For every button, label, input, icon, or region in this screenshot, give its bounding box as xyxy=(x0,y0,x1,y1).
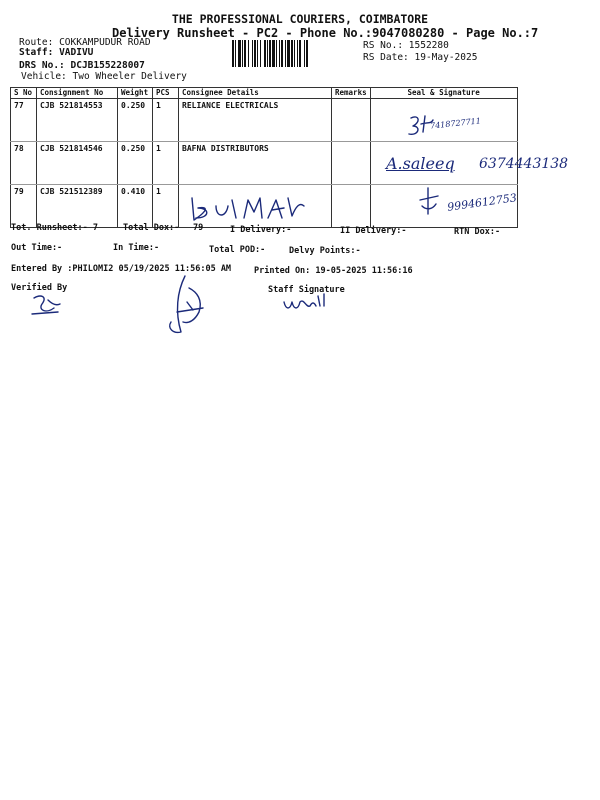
row1-handwritten-number: 7418727711 xyxy=(429,116,482,131)
rs-no-value: 1552280 xyxy=(408,40,449,51)
staff-line xyxy=(19,47,93,58)
cell-consignment: CJB 521512389 xyxy=(37,185,118,228)
cell-weight: 0.410 xyxy=(118,185,153,228)
cell-weight: 0.250 xyxy=(118,142,153,185)
total-dox-label: Total Dox:- xyxy=(123,223,180,233)
entered-by: Entered By :PHILOMI2 05/19/2025 11:56:05 AM xyxy=(11,264,232,274)
staff-signature-label: Staff Signature xyxy=(268,285,345,295)
cell-consignment: CJB 521814553 xyxy=(37,99,118,142)
total-dox-value: 79 xyxy=(193,223,204,233)
row2-handwritten-name: A.saleeq xyxy=(386,154,455,173)
vehicle-label: Vehicle: xyxy=(21,71,67,82)
cell-remarks xyxy=(332,99,371,142)
rs-date-value: 19-May-2025 xyxy=(414,52,478,63)
drs-label: DRS No.: xyxy=(19,60,65,71)
row3-consignee-signature xyxy=(188,192,308,224)
staff-label: Staff: xyxy=(19,47,54,58)
cell-weight: 0.250 xyxy=(118,99,153,142)
row3-handwritten-phone: 9994612753 xyxy=(446,191,518,214)
col-pcs: PCS xyxy=(153,88,179,99)
cell-remarks xyxy=(332,185,371,228)
delvy-points: Delvy Points:- xyxy=(289,246,361,256)
runsheet-title: Delivery Runsheet - PC2 - Phone No.:9047080280 - Page No.:7 xyxy=(112,26,539,40)
cell-pcs: 1 xyxy=(153,142,179,185)
tot-runsheet: Tot. Runsheet:- 7 xyxy=(11,223,98,233)
cell-pcs: 1 xyxy=(153,99,179,142)
col-consignment: Consignment No xyxy=(37,88,118,99)
vehicle-value: Two Wheeler Delivery xyxy=(72,71,187,82)
rs-date-label: RS Date: xyxy=(363,52,409,63)
total-pod: Total POD:- xyxy=(209,245,266,255)
col-seal-signature: Seal & Signature xyxy=(370,88,517,99)
rs-no-label: RS No.: xyxy=(363,40,404,51)
row3-signature-mark xyxy=(416,186,442,216)
cell-consignment: CJB 521814546 xyxy=(37,142,118,185)
rs-no-line xyxy=(363,40,449,51)
col-remarks: Remarks xyxy=(332,88,371,99)
cell-sno: 79 xyxy=(11,185,37,228)
cell-pcs: 1 xyxy=(153,185,179,228)
cell-sno: 78 xyxy=(11,142,37,185)
table-header-row xyxy=(11,88,518,99)
out-time: Out Time:- xyxy=(11,243,63,253)
i-delivery: I Delivery:- xyxy=(230,225,292,235)
col-weight: Weight xyxy=(118,88,153,99)
verifier-large-signature xyxy=(163,272,213,342)
cell-sno: 77 xyxy=(11,99,37,142)
barcode xyxy=(231,40,355,67)
ii-delivery: II Delivery:- xyxy=(340,226,407,236)
route-value: COKKAMPUDUR ROAD xyxy=(59,37,151,48)
route-label: Route: xyxy=(19,37,54,48)
printed-on: Printed On: 19-05-2025 11:56:16 xyxy=(254,266,413,276)
company-name: THE PROFESSIONAL COURIERS, COIMBATORE xyxy=(171,12,429,26)
cell-consignee: BAFNA DISTRIBUTORS xyxy=(179,142,332,185)
vehicle-line xyxy=(21,71,187,82)
in-time: In Time:- xyxy=(113,243,160,253)
verified-by-signature xyxy=(30,292,62,318)
drs-line xyxy=(19,60,145,71)
row2-handwritten-phone: 6374443138 xyxy=(479,156,569,172)
rtn-dox: RTN Dox:- xyxy=(454,227,501,237)
col-consignee: Consignee Details xyxy=(179,88,332,99)
rs-date-line xyxy=(363,52,477,63)
cell-consignee: RELIANCE ELECTRICALS xyxy=(179,99,332,142)
drs-value: DCJB155228007 xyxy=(70,60,145,71)
cell-remarks xyxy=(332,142,371,185)
col-sno: S No xyxy=(11,88,37,99)
verified-by: Verified By xyxy=(11,283,68,293)
staff-signature-mark xyxy=(282,292,330,314)
staff-value: VADIVU xyxy=(59,47,94,58)
